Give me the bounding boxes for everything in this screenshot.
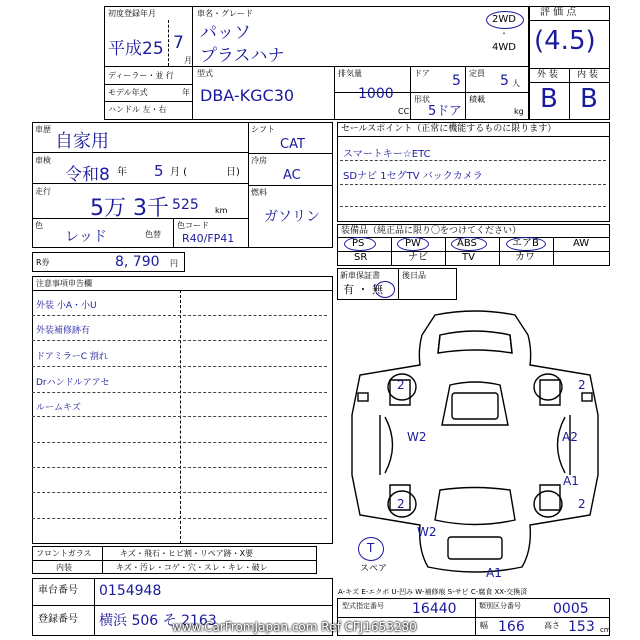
exterior-value: B	[540, 84, 558, 114]
color-change-label: 色替	[145, 230, 161, 239]
height-label: 高さ	[544, 621, 560, 630]
color-label: 色	[35, 221, 43, 230]
damage-legend: A-キズ E-エクボ U-凹み W-補修痕 S-サビ C-腐食 XX-交換済	[338, 588, 528, 596]
circle-warranty-none	[375, 281, 395, 298]
handle-label: ハンドル 左・右	[108, 105, 167, 114]
circle-abs	[451, 237, 487, 251]
fuel-value: ガソリン	[264, 209, 320, 225]
dealer-label: ディーラー・並 行	[108, 71, 174, 80]
equip-airbag: エアB	[512, 238, 539, 249]
shift-value: CAT	[280, 137, 305, 152]
inspection-value: 令和8	[65, 165, 110, 185]
sales-point-line1: スマートキー☆ETC	[343, 149, 431, 160]
shape-label: 形状	[414, 95, 430, 104]
interior-label: 内 装	[577, 70, 598, 80]
inspection-year-unit: 年	[117, 167, 127, 178]
first-reg-month: 7	[173, 33, 184, 53]
color-value: レッド	[65, 229, 107, 245]
class-label: 類別区分番号	[479, 602, 521, 610]
car-grade: プラスハナ	[200, 46, 285, 66]
inspection-day-unit: 日)	[226, 167, 240, 178]
note-item-5: ルームキズ	[36, 403, 81, 413]
capacity-label: 定員	[469, 69, 485, 78]
note-item-3: ドアミラーC 割れ	[36, 352, 108, 362]
warranty-value: 有 ・ 無	[343, 283, 383, 296]
mark-spare: T	[367, 541, 375, 555]
chassis-value: 0154948	[99, 583, 162, 599]
shift-label: シフト	[251, 125, 275, 134]
chassis-label: 車台番号	[38, 585, 78, 596]
equip-navi: ナビ	[408, 252, 428, 263]
note-item-4: Drハンドルアアセ	[36, 378, 110, 388]
note-item-2: 外装補修跡有	[36, 326, 91, 336]
inspection-month: 5	[154, 162, 164, 180]
equip-leather: カワ	[515, 252, 535, 263]
car-name-label: 車名・グレード	[197, 9, 253, 18]
mark-left-rear: W2	[417, 525, 437, 539]
interior-value: B	[580, 84, 598, 114]
equipment-label: 装備品（純正品に限り〇をつけてください）	[341, 226, 522, 236]
drive-dot: ・	[500, 29, 508, 38]
exterior-label: 外 装	[537, 70, 558, 80]
inspection-label: 車検	[35, 156, 51, 165]
reg-label: 登録番号	[38, 614, 78, 625]
codes-unit: cm	[600, 626, 611, 634]
displacement-label: 排気量	[338, 69, 362, 78]
fuel-label: 燃料	[251, 188, 267, 197]
usage-value: 自家用	[55, 131, 109, 152]
weight-label: 積載	[469, 95, 485, 104]
class-value: 0005	[553, 601, 589, 617]
type-cert-value: 16440	[412, 601, 457, 617]
sales-points-label: セールスポイント（正常に機能するものに限ります）	[341, 124, 557, 134]
equip-aw: AW	[573, 238, 590, 249]
usage-label: 車歴	[35, 125, 51, 134]
recycle-box	[32, 252, 185, 272]
type-cert-label: 型式指定番号	[342, 602, 384, 610]
later-label: 後日品	[402, 271, 426, 280]
width-value: 166	[498, 619, 525, 635]
type-label: 型式	[197, 69, 213, 78]
spare-label: スペア	[360, 564, 388, 574]
weight-unit: kg	[514, 107, 524, 116]
first-reg-era: 平成25	[108, 39, 164, 59]
mark-right-rear: A1	[563, 474, 579, 488]
warranty-label: 新車保証書	[340, 271, 380, 280]
model-year-label: モデル年式	[108, 88, 148, 97]
drive-2wd: 2WD	[492, 14, 516, 25]
type-value: DBA-KGC30	[200, 86, 295, 105]
circle-ps	[344, 237, 376, 251]
front-glass-value: キズ・飛石・ヒビ割・リペア跡・X要	[120, 549, 254, 558]
notes-label: 注意事項申告欄	[36, 279, 92, 288]
circle-pw	[397, 237, 429, 251]
note-item-1: 外装 小A・小U	[36, 301, 97, 311]
reg-value: 横浜 506 そ 2163	[99, 613, 217, 629]
front-glass-label: フロントガラス	[36, 549, 92, 558]
mark-right-front: A2	[562, 430, 578, 444]
mark-fl-wheel: 2	[397, 378, 405, 392]
mark-rr-wheel: 2	[578, 497, 586, 511]
score-label: 評 価 点	[540, 7, 577, 18]
model-year-unit: 年	[182, 88, 190, 97]
doors-value: 5	[452, 73, 461, 89]
recycle-label: R券	[36, 258, 50, 267]
doors-label: ドア	[414, 69, 430, 78]
color-code-value: R40/FP41	[182, 232, 235, 245]
interior-check-label: 内装	[56, 563, 72, 572]
recycle-unit: 円	[170, 259, 178, 268]
displacement-unit: CC	[398, 107, 410, 116]
equip-sr: SR	[354, 252, 368, 263]
color-code-label: 色コード	[177, 221, 209, 230]
mileage-value: 5万 3千	[90, 196, 169, 221]
displacement-value: 1000	[358, 86, 394, 102]
car-name: パッソ	[200, 23, 251, 43]
mileage-unit: km	[215, 206, 228, 215]
mark-left-front: W2	[407, 430, 427, 444]
equip-pw: PW	[405, 238, 421, 249]
equip-tv: TV	[462, 252, 475, 263]
mark-rl-wheel: 2	[397, 497, 405, 511]
capacity-value: 5	[500, 73, 509, 89]
equip-ps: PS	[352, 238, 365, 249]
mileage-sub: 525	[172, 197, 199, 213]
shape-value: 5ドア	[428, 104, 462, 119]
interior-check-value: キズ・汚レ・コゲ・穴・スレ・キレ・破レ	[116, 563, 268, 572]
drive-4wd: 4WD	[492, 42, 516, 53]
sales-point-line2: SDナビ 1セグTV バックカメラ	[343, 171, 483, 182]
recycle-value: 8, 790	[115, 254, 160, 270]
ac-label: 冷房	[251, 156, 267, 165]
circle-airbag	[506, 237, 546, 251]
ac-value: AC	[283, 168, 301, 183]
mark-fr-wheel: 2	[578, 378, 586, 392]
watermark: www.CarFromJapan.com Ref CFJ1653280	[172, 620, 417, 634]
width-label: 幅	[480, 621, 488, 630]
inspection-month-unit: 月 (	[170, 167, 188, 178]
equip-abs: ABS	[457, 238, 477, 249]
mark-rear-bumper: A1	[486, 566, 502, 580]
capacity-unit: 人	[512, 79, 520, 88]
mileage-label: 走行	[35, 187, 51, 196]
first-reg-label: 初度登録年月	[108, 9, 156, 18]
first-reg-month-unit: 月	[184, 56, 192, 65]
height-value: 153	[568, 619, 595, 635]
score-value: (4.5)	[534, 26, 596, 56]
